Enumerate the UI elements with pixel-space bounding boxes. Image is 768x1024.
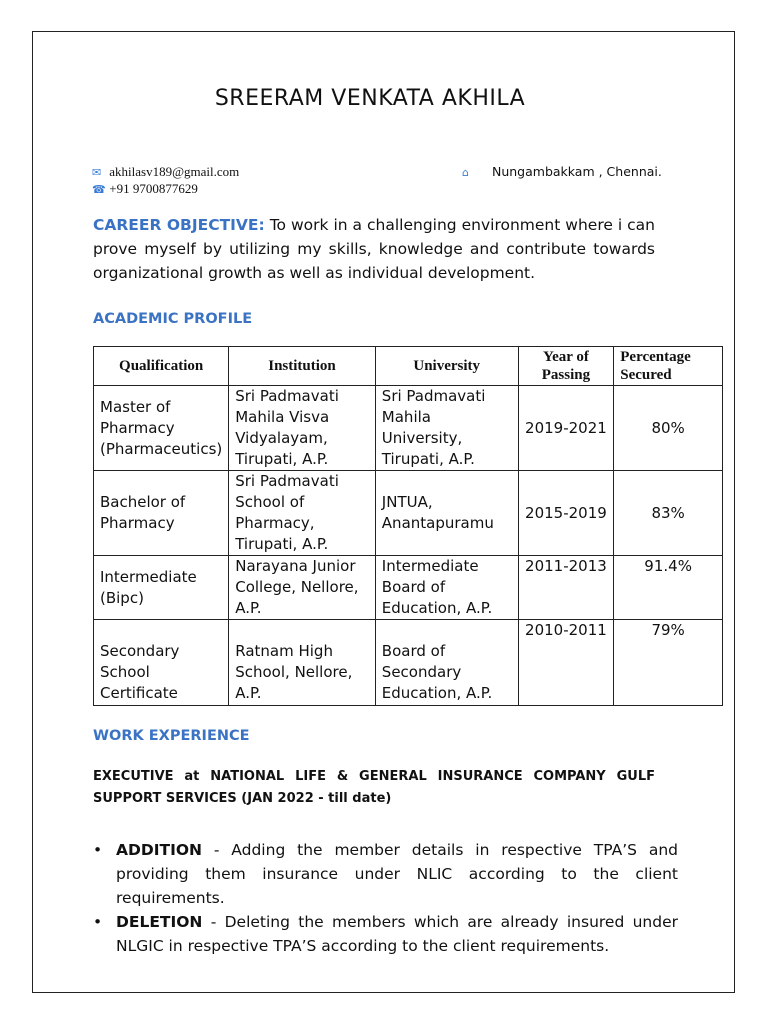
- qualification-cell: Master of Pharmacy (Pharmaceutics): [94, 386, 229, 471]
- percentage-cell: 80%: [614, 386, 723, 471]
- qualification-cell: Intermediate (Bipc): [94, 556, 229, 620]
- phone-icon: ☎: [92, 183, 106, 196]
- column-header: Institution: [229, 347, 376, 386]
- career-objective-label: CAREER OBJECTIVE:: [93, 216, 265, 234]
- duties-list: [93, 838, 678, 958]
- bullet-icon: •: [93, 913, 103, 931]
- institution-cell: Ratnam High School, Nellore, A.P.: [229, 620, 376, 706]
- job-title: EXECUTIVE at NATIONAL LIFE & GENERAL INSURANCE COMPANY GULF SUPPORT SERVICES (JAN 2022 - till date): [93, 769, 655, 806]
- qualification-cell: Secondary School Certificate: [94, 620, 229, 706]
- percentage-cell: 91.4%: [614, 556, 723, 620]
- list-item: [93, 910, 678, 958]
- work-experience-heading: WORK EXPERIENCE: [93, 728, 250, 744]
- column-header: Qualification: [94, 347, 229, 386]
- column-header: Year of Passing: [518, 347, 614, 386]
- table-row: [94, 471, 723, 556]
- institution-cell: Sri Padmavati School of Pharmacy, Tirupati, A.P.: [229, 471, 376, 556]
- duty-label: DELETION: [116, 913, 203, 931]
- career-objective: [93, 213, 655, 285]
- institution-cell: Narayana Junior College, Nellore, A.P.: [229, 556, 376, 620]
- envelope-icon: ✉: [92, 166, 102, 179]
- candidate-name: SREERAM VENKATA AKHILA: [214, 86, 526, 111]
- table-row: [94, 620, 723, 706]
- qualification-cell: Bachelor of Pharmacy: [94, 471, 229, 556]
- bullet-icon: •: [93, 841, 103, 859]
- institution-cell: Sri Padmavati Mahila Visva Vidyalayam, Tirupati, A.P.: [229, 386, 376, 471]
- university-cell: Sri Padmavati Mahila University, Tirupati, A.P.: [375, 386, 518, 471]
- email-text: akhilasv189@gmail.com: [109, 164, 240, 179]
- year-cell: 2019-2021: [518, 386, 614, 471]
- year-cell: 2010-2011: [518, 620, 614, 706]
- university-cell: Intermediate Board of Education, A.P.: [375, 556, 518, 620]
- table-row: [94, 556, 723, 620]
- home-icon: ⌂: [462, 166, 469, 179]
- career-objective-text: To work in a challenging environment where i can prove myself by utilizing my skills, knowledge and contribute towards organizational growth as well as individual development.: [93, 216, 655, 282]
- academic-profile-heading: ACADEMIC PROFILE: [93, 311, 253, 327]
- email-line: [92, 164, 239, 180]
- university-cell: Board of Secondary Education, A.P.: [375, 620, 518, 706]
- duty-label: ADDITION: [116, 841, 202, 859]
- university-cell: JNTUA, Anantapuramu: [375, 471, 518, 556]
- column-header: Percentage Secured: [614, 347, 723, 386]
- academic-table: [93, 346, 723, 706]
- duty-text: - Deleting the members which are already insured under NLGIC in respective TPA’S according to the client requirements.: [116, 913, 678, 955]
- duty-text: - Adding the member details in respective TPA’S and providing them insurance under NLIC according to the client requirements.: [116, 841, 678, 907]
- column-header: University: [375, 347, 518, 386]
- percentage-cell: 79%: [614, 620, 723, 706]
- address-line: [462, 164, 662, 179]
- table-row: [94, 386, 723, 471]
- year-cell: 2011-2013: [518, 556, 614, 620]
- percentage-cell: 83%: [614, 471, 723, 556]
- list-item: [93, 838, 678, 910]
- address-text: Nungambakkam , Chennai.: [491, 164, 662, 179]
- phone-line: [92, 181, 198, 197]
- phone-text: +91 9700877629: [109, 181, 198, 196]
- table-header-row: [94, 347, 723, 386]
- year-cell: 2015-2019: [518, 471, 614, 556]
